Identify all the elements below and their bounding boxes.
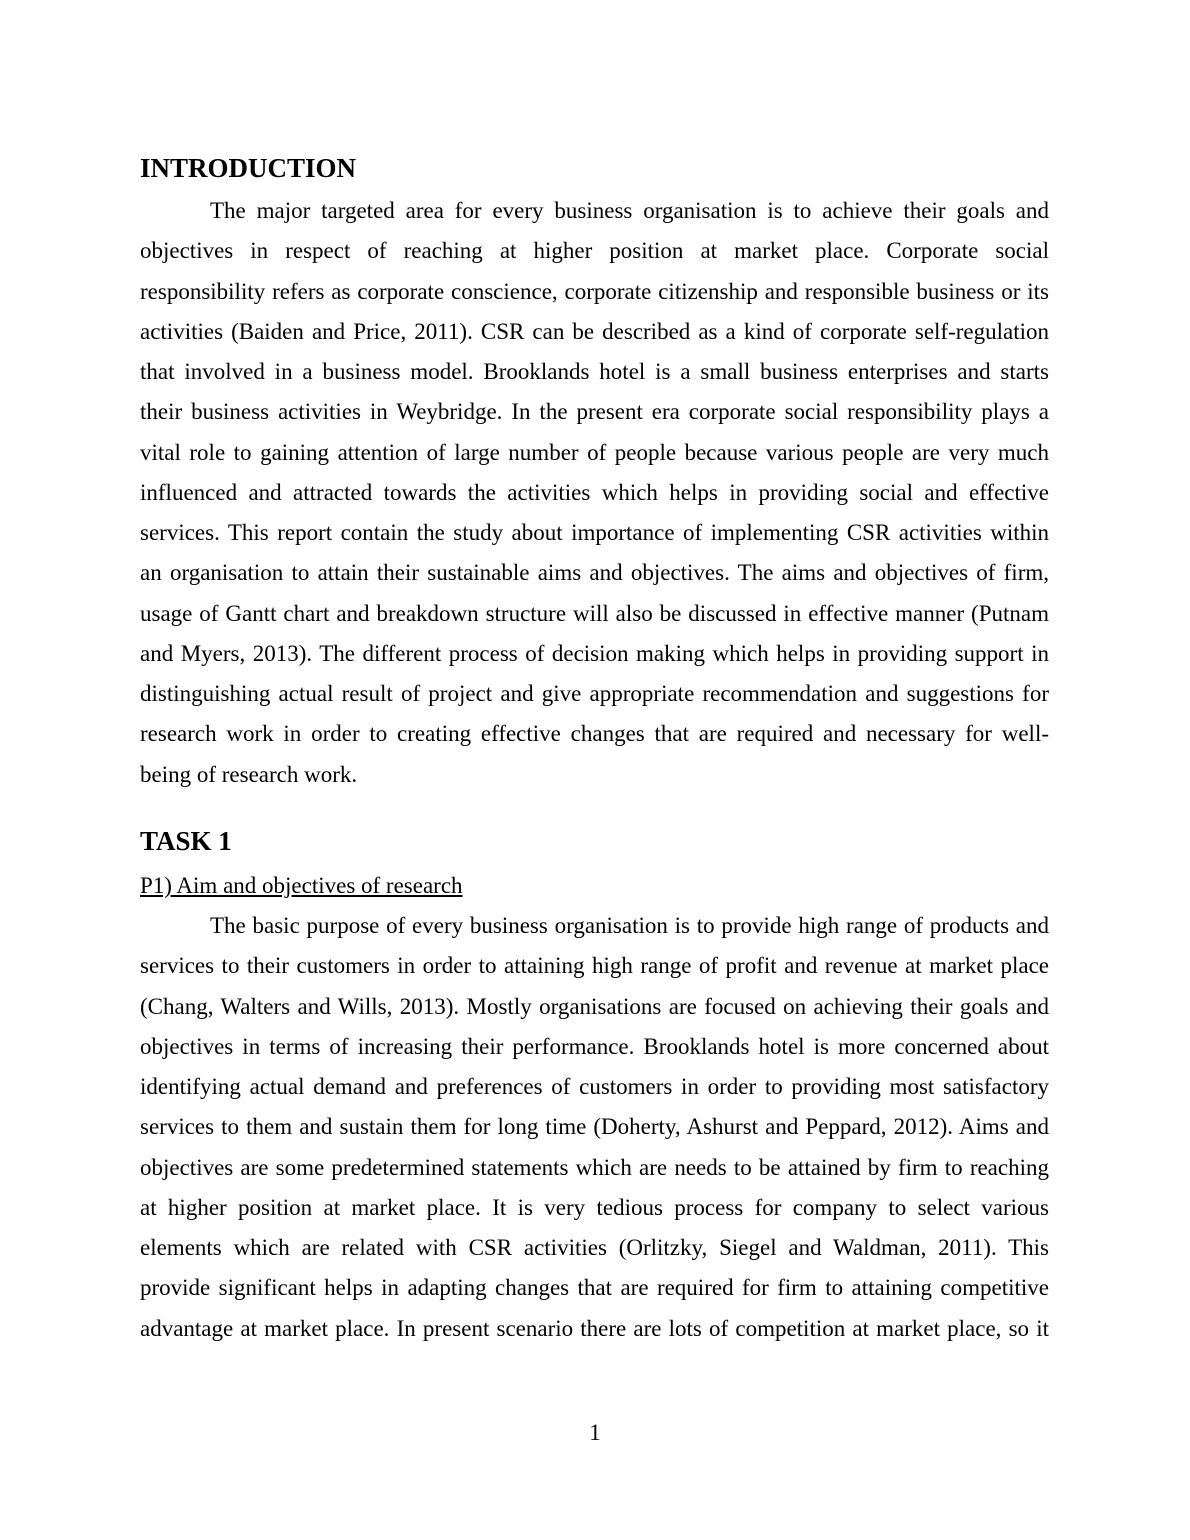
text-line: at higher position at market place. It is very tedious process for company to select various: [140, 1194, 1049, 1220]
text-line: objectives in terms of increasing their performance. Brooklands hotel is more concerned about: [140, 1033, 1049, 1059]
text-line: identifying actual demand and preferences of customers in order to providing most satisfactory: [140, 1074, 1049, 1099]
text-line: distinguishing actual result of project and give appropriate recommendation and suggestions for: [140, 681, 1049, 706]
text-line: and Myers, 2013). The different process of decision making which helps in providing support in: [140, 640, 1049, 666]
text-line: an organisation to attain their sustainable aims and objectives. The aims and objectives of firm,: [140, 560, 1049, 586]
text-line: activities (Baiden and Price, 2011). CSR can be described as a kind of corporate self-regulation: [140, 318, 1049, 344]
text-line: services to them and sustain them for long time (Doherty, Ashurst and Peppard, 2012). Aims and: [140, 1114, 1049, 1140]
text-line: provide significant helps in adapting changes that are required for firm to attaining competitive: [140, 1275, 1049, 1301]
text-line: advantage at market place. In present scenario there are lots of competition at market place, so it: [140, 1315, 1049, 1341]
text-line: services to their customers in order to attaining high range of profit and revenue at market place: [140, 953, 1049, 979]
page-number: 1: [589, 1420, 601, 1445]
text-line: their business activities in Weybridge. In the present era corporate social responsibility plays a: [140, 399, 1049, 425]
text-line: influenced and attracted towards the activities which helps in providing social and effective: [140, 479, 1049, 505]
text-line: responsibility refers as corporate conscience, corporate citizenship and responsible business or its: [140, 278, 1049, 304]
text-line: vital role to gaining attention of large number of people because various people are very much: [140, 439, 1049, 465]
text-line: usage of Gantt chart and breakdown structure will also be discussed in effective manner (Putnam: [140, 600, 1049, 626]
task1-subheading: P1) Aim and objectives of research: [140, 873, 463, 898]
text-line: The major targeted area for every business organisation is to achieve their goals and: [210, 198, 1049, 223]
text-line: that involved in a business model. Brooklands hotel is a small business enterprises and starts: [140, 359, 1049, 384]
task1-paragraph: [140, 906, 1049, 1349]
text-line: services. This report contain the study about importance of implementing CSR activities within: [140, 520, 1049, 545]
text-line: (Chang, Walters and Wills, 2013). Mostly organisations are focused on achieving their goals and: [140, 993, 1049, 1019]
text-line: research work in order to creating effective changes that are required and necessary for well-: [140, 721, 1049, 747]
introduction-heading: INTRODUCTION: [140, 153, 357, 183]
text-line: objectives in respect of reaching at higher position at market place. Corporate social: [140, 238, 1049, 264]
text-line: being of research work.: [140, 761, 358, 787]
text-line: elements which are related with CSR activities (Orlitzky, Siegel and Waldman, 2011). This: [140, 1235, 1049, 1260]
text-line: The basic purpose of every business organisation is to provide high range of products and: [210, 913, 1049, 938]
introduction-paragraph: [140, 191, 1049, 795]
text-line: objectives are some predetermined statements which are needs to be attained by firm to reaching: [140, 1154, 1049, 1180]
task1-heading: TASK 1: [140, 826, 232, 856]
